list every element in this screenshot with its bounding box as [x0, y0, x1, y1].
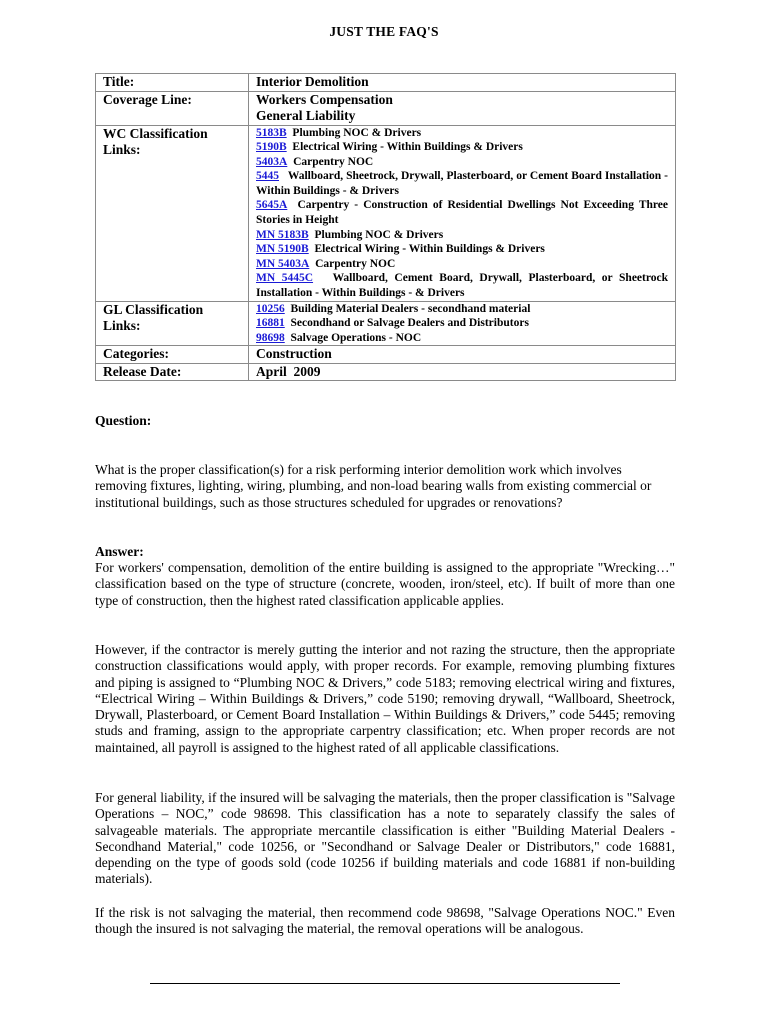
gl-link-desc: Building Material Dealers - secondhand material: [290, 302, 531, 315]
wc-link-5645a[interactable]: 5645A: [256, 199, 288, 212]
gl-classification-links: [249, 301, 676, 346]
wc-link-desc: Carpentry NOC: [293, 155, 374, 168]
wc-link-5183b[interactable]: 5183B: [256, 126, 287, 139]
wc-link-mn-5445c[interactable]: MN 5445C: [256, 272, 314, 285]
answer-paragraph: However, if the contractor is merely gutting the interior and not razing the structure, then the appropriate construction classifications would apply, with proper records. For example, removing plumbing fixtures and piping is assigned to “Plumbing NOC & Drivers,” code 5183; removing electrical wiring and fixtures, “Electrical Wiring – Within Buildings & Drivers,” code 5190; removing drywall, “Wallboard, Sheetrock, Drywall, Plasterboard, or Cement Board Installation – Within Buildings & Drivers,” code 5445; removing studs and framing, assign to the appropriate carpentry classification; etc. When proper records are not maintained, all payroll is assigned to the highest rated of all applicable classifications.: [95, 642, 675, 755]
release-date-value: April 2009: [249, 363, 676, 381]
coverage-value: Workers Compensation: [256, 91, 393, 107]
wc-link-item: [256, 169, 668, 198]
wc-link-item: [256, 140, 668, 155]
gl-classification-row: [96, 301, 676, 346]
wc-link-item: [256, 126, 668, 141]
question-heading: Question:: [95, 413, 152, 428]
wc-link-5190b[interactable]: 5190B: [256, 141, 287, 154]
faq-info-table: [95, 73, 676, 381]
wc-link-desc: Electrical Wiring - Within Buildings & Drivers: [292, 141, 523, 154]
answer-paragraph-1: [95, 560, 675, 609]
gl-link-16881[interactable]: 16881: [256, 317, 285, 330]
release-date-label: Release Date:: [96, 363, 249, 381]
answer-paragraph: If the risk is not salvaging the material, then recommend code 98698, "Salvage Operations NOC." Even though the insured is not salvaging the material, the removal operations will be analogous.: [95, 905, 675, 937]
coverage-label: Coverage Line:: [96, 91, 249, 125]
answer-paragraph-2: [95, 642, 675, 756]
gl-link-98698[interactable]: 98698: [256, 331, 285, 344]
coverage-row: [96, 91, 676, 125]
wc-link-desc: Electrical Wiring - Within Buildings & Drivers: [314, 243, 545, 256]
footer-divider: [150, 983, 620, 984]
answer-paragraph: For general liability, if the insured will be salvaging the materials, then the proper classification is "Salvage Operations – NOC,” code 98698. This classification has a note to separately classify the sales of salvageable materials. The appropriate mercantile classification is either "Building Material Dealers - Secondhand Material," code 10256, or "Secondhand or Salvage Dealer or Distributors," code 16881, depending on the type of goods sold (code 10256 if building materials and code 16881 if non-building materials).: [95, 790, 675, 887]
gl-link-desc: Secondhand or Salvage Dealers and Distributors: [290, 317, 529, 330]
wc-classification-links: [249, 125, 676, 301]
question-paragraph: What is the proper classification(s) for a risk performing interior demolition work which involves removing fixtures, lighting, wiring, plumbing, and non-load bearing walls from existing commercial or institutional buildings, such as those structures scheduled for upgrades or renovations?: [95, 462, 652, 510]
wc-link-5445[interactable]: 5445: [256, 170, 279, 183]
release-date-row: [96, 363, 676, 381]
gl-link-10256[interactable]: 10256: [256, 302, 285, 315]
coverage-values: [249, 91, 676, 125]
wc-link-item: [256, 155, 668, 170]
wc-link-item: [256, 242, 668, 257]
wc-link-5403a[interactable]: 5403A: [256, 155, 288, 168]
wc-link-item: [256, 271, 668, 300]
title-row: [96, 74, 676, 92]
wc-link-item: [256, 198, 668, 227]
wc-link-item: [256, 228, 668, 243]
wc-link-desc: Plumbing NOC & Drivers: [314, 228, 444, 241]
categories-row: [96, 346, 676, 364]
wc-link-desc: Wallboard, Cement Board, Drywall, Plasterboard, or Sheetrock Installation - Within Buildings - & Drivers: [256, 272, 668, 300]
gl-link-item: [256, 302, 668, 317]
gl-link-desc: Salvage Operations - NOC: [290, 331, 422, 344]
answer-paragraph-3: [95, 790, 675, 888]
wc-link-desc: Wallboard, Sheetrock, Drywall, Plasterboard, or Cement Board Installation - Within Buildings - & Drivers: [256, 170, 669, 197]
gl-link-item: [256, 316, 668, 331]
question-text: [95, 462, 675, 511]
wc-classification-label: WC Classification Links:: [96, 125, 249, 301]
categories-value: Construction: [249, 346, 676, 364]
categories-label: Categories:: [96, 346, 249, 364]
coverage-value: General Liability: [256, 108, 356, 123]
gl-link-item: [256, 331, 668, 346]
answer-paragraph: For workers' compensation, demolition of the entire building is assigned to the appropriate "Wrecking…" classification based on the type of structure (concrete, wooden, iron/steel, etc). If built of more than one type of construction, then the highest rated classification applicable applies.: [95, 560, 675, 608]
title-value: Interior Demolition: [249, 74, 676, 92]
wc-link-mn-5403a[interactable]: MN 5403A: [256, 257, 310, 270]
wc-link-mn-5190b[interactable]: MN 5190B: [256, 243, 309, 256]
page-title: JUST THE FAQ'S: [329, 24, 439, 39]
title-label: Title:: [96, 74, 249, 92]
wc-link-item: [256, 257, 668, 272]
wc-link-mn-5183b[interactable]: MN 5183B: [256, 228, 309, 241]
wc-link-desc: Carpentry NOC: [315, 257, 396, 270]
wc-link-desc: Carpentry - Construction of Residential Dwellings Not Exceeding Three Stories in Height: [256, 199, 668, 227]
wc-link-desc: Plumbing NOC & Drivers: [292, 126, 422, 139]
answer-heading: Answer:: [95, 544, 144, 559]
answer-paragraph-4: [95, 905, 675, 938]
gl-classification-label: GL Classification Links:: [96, 301, 249, 346]
wc-classification-row: [96, 125, 676, 301]
